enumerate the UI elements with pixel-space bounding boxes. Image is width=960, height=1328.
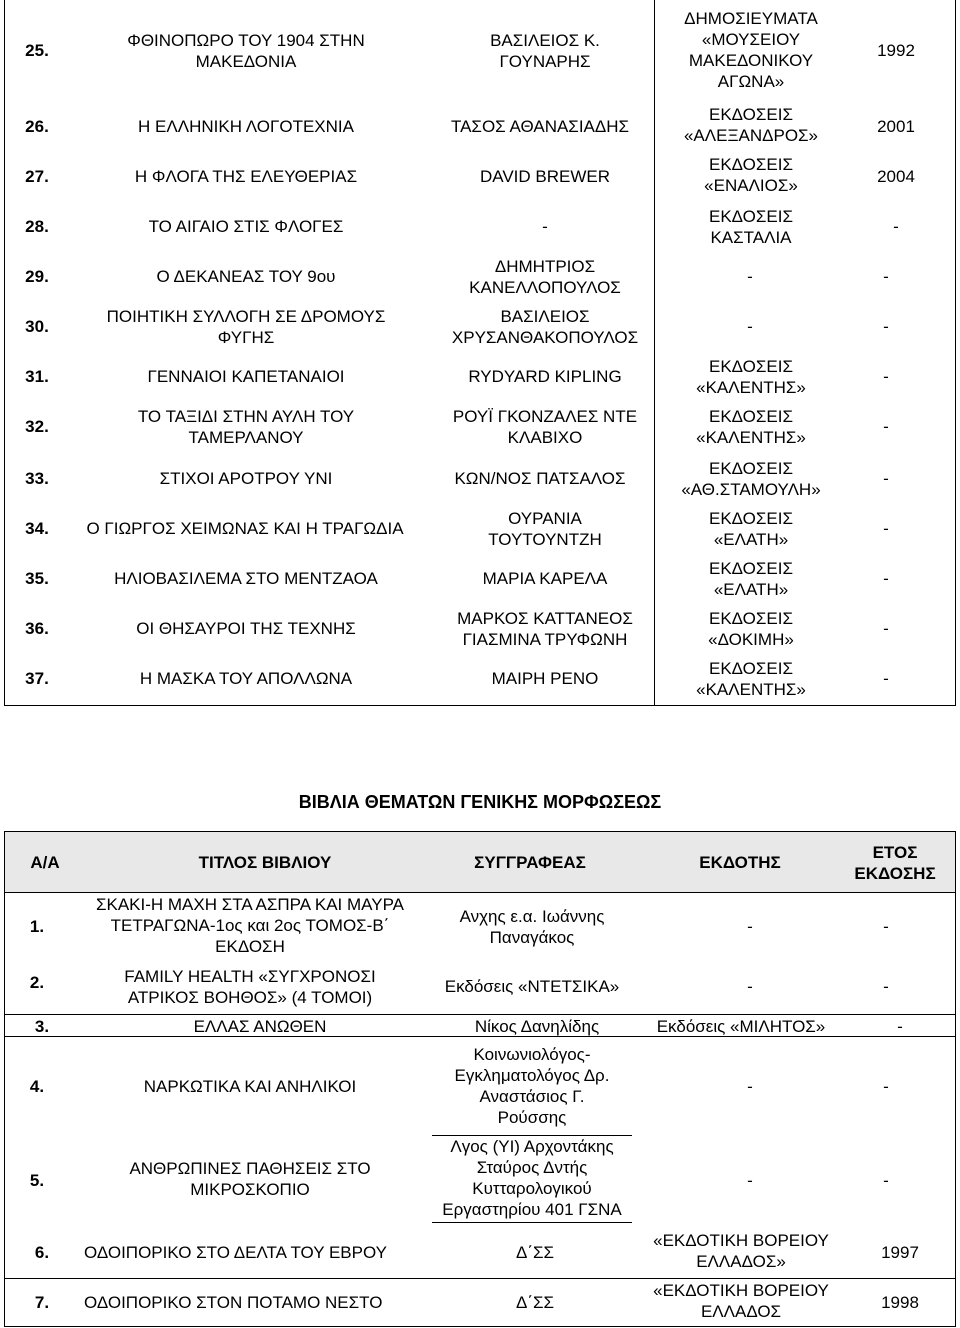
book-year: - [883, 317, 889, 336]
book-title: ΕΛΛΑΣ ΑΝΩΘΕΝ [193, 1017, 327, 1036]
row-number: 26. [25, 117, 49, 136]
book-publisher: Εκδόσεις «ΜΙΛΗΤΟΣ» [656, 1017, 826, 1036]
book-author: ΟΥΡΑΝΙΑ ΤΟΥΤΟΥΝΤΖΗ [488, 509, 602, 549]
book-year: 2004 [877, 167, 915, 186]
book-author: ΔΗΜΗΤΡΙΟΣ ΚΑΝΕΛΛΟΠΟΥΛΟΣ [469, 257, 621, 297]
row-number: 32. [25, 417, 49, 436]
book-year: 2001 [877, 117, 915, 136]
book-publisher: ΕΚΔΟΣΕΙΣ «ΑΘ.ΣΤΑΜΟΥΛΗ» [681, 459, 821, 499]
book-author: ΜΑΡΙΑ ΚΑΡΕΛΑ [482, 569, 608, 588]
book-publisher: ΕΚΔΟΣΕΙΣ «ΚΑΛΕΝΤΗΣ» [696, 659, 806, 699]
book-publisher: ΕΚΔΟΣΕΙΣ «ΔΟΚΙΜΗ» [708, 609, 794, 649]
book-author: ΒΑΣΙΛΕΙΟΣ ΧΡΥΣΑΝΘΑΚΟΠΟΥΛΟΣ [451, 307, 639, 347]
book-year: - [883, 519, 889, 538]
book-title: FAMILY HEALTH «ΣΥΓΧΡΟΝΟΣΙ ΑΤΡΙΚΟΣ ΒΟΗΘΟΣ» (4 ΤΟΜΟΙ) [124, 967, 376, 1007]
book-publisher: ΕΚΔΟΣΕΙΣ «ΑΛΕΞΑΝΔΡΟΣ» [683, 105, 819, 145]
row-number: 6. [34, 1243, 50, 1262]
row-number: 36. [25, 619, 49, 638]
book-title: ΗΛΙΟΒΑΣΙΛΕΜΑ ΣΤΟ ΜΕΝΤΖΑΟΑ [114, 569, 378, 588]
book-year: - [747, 977, 753, 996]
section-title: ΒΙΒΛΙΑ ΘΕΜΑΤΩΝ ΓΕΝΙΚΗΣ ΜΟΡΦΩΣΕΩΣ [298, 792, 662, 812]
row-number: 31. [25, 367, 49, 386]
book-title: ΟΔΟΙΠΟΡΙΚΟ ΣΤΟ ΔΕΛΤΑ ΤΟΥ ΕΒΡΟΥ [84, 1243, 387, 1262]
book-title: ΣΤΙΧΟΙ ΑΡΟΤΡΟΥ ΥΝΙ [159, 469, 333, 488]
book-author: ΜΑΙΡΗ ΡΕΝΟ [491, 669, 599, 688]
header-title: ΤΙΤΛΟΣ ΒΙΒΛΙΟΥ [198, 853, 332, 872]
book-title: ΣΚΑΚΙ-Η ΜΑΧΗ ΣΤΑ ΑΣΠΡΑ ΚΑΙ ΜΑΥΡΑ ΤΕΤΡΑΓΩΝΑ-1ος και 2ος ΤΟΜΟΣ-Β΄ ΕΚΔΟΣΗ [95, 895, 404, 956]
book-publisher: «ΕΚΔΟΤΙΚΗ ΒΟΡΕΙΟΥ ΕΛΛΑΔΟΣ [653, 1281, 829, 1321]
book-author: Κοινωνιολόγος- Εγκληματολόγος Δρ. Αναστάσιος Γ. Ρούσσης [454, 1045, 610, 1127]
header-author: ΣΥΓΓΡΑΦΕΑΣ [474, 853, 586, 872]
book-publisher: ΕΚΔΟΣΕΙΣ «ΕΛΑΤΗ» [709, 559, 793, 599]
book-publisher: - [747, 1077, 753, 1096]
book-author: ΚΩΝ/ΝΟΣ ΠΑΤΣΑΛΟΣ [454, 469, 626, 488]
row-number: 30. [25, 317, 49, 336]
book-publisher: Εκδόσεις «ΝΤΕΤΣΙΚΑ» [444, 977, 620, 996]
book-year: - [883, 1171, 889, 1190]
header-year: ΕΤΟΣ ΕΚΔΟΣΗΣ [854, 843, 936, 883]
row-number: 33. [25, 469, 49, 488]
book-author: ΤΑΣΟΣ ΑΘΑΝΑΣΙΑΔΗΣ [450, 117, 630, 136]
book-author: ΡΟΥΪ ΓΚΟΝΖΑΛΕΣ ΝΤΕ ΚΛΑΒΙΧΟ [452, 407, 638, 447]
book-year: 1998 [881, 1293, 919, 1312]
book-year: - [883, 267, 889, 286]
book-publisher: ΕΚΔΟΣΕΙΣ «ΕΝΑΛΙΟΣ» [704, 155, 798, 195]
book-publisher: - [747, 317, 753, 336]
book-author: RYDYARD KIPLING [468, 367, 622, 386]
book-author: Δ΄ΣΣ [515, 1293, 555, 1312]
row-number: 34. [25, 519, 49, 538]
row-number: 7. [34, 1293, 50, 1312]
book-extra: - [883, 977, 889, 996]
book-title: Η ΕΛΛΗΝΙΚΗ ΛΟΓΟΤΕΧΝΙΑ [138, 117, 354, 136]
row-number: 35. [25, 569, 49, 588]
book-title: ΦΘΙΝΟΠΩΡΟ ΤΟΥ 1904 ΣΤΗΝ ΜΑΚΕΔΟΝΙΑ [127, 31, 365, 71]
book-title: ΠΟΙΗΤΙΚΗ ΣΥΛΛΟΓΗ ΣΕ ΔΡΟΜΟΥΣ ΦΥΓΗΣ [106, 307, 386, 347]
book-author: Δ΄ΣΣ [515, 1243, 555, 1262]
row-number: 29. [25, 267, 49, 286]
book-publisher: - [747, 267, 753, 286]
header-number: Α/Α [30, 853, 60, 872]
book-year: - [883, 367, 889, 386]
book-year: - [883, 417, 889, 436]
book-publisher: «ΕΚΔΟΤΙΚΗ ΒΟΡΕΙΟΥ ΕΛΛΑΔΟΣ» [653, 1231, 829, 1271]
row-number: 28. [25, 217, 49, 236]
book-author: - [542, 217, 548, 236]
book-author: DAVID BREWER [479, 167, 611, 186]
book-publisher: ΕΚΔΟΣΕΙΣ ΚΑΣΤΑΛΙΑ [709, 207, 793, 247]
book-title: Η ΦΛΟΓΑ ΤΗΣ ΕΛΕΥΘΕΡΙΑΣ [134, 167, 358, 186]
book-year: - [893, 217, 899, 236]
book-title: ΟΔΟΙΠΟΡΙΚΟ ΣΤΟΝ ΠΟΤΑΜΟ ΝΕΣΤΟ [84, 1293, 383, 1312]
row-number: 2. [29, 973, 45, 992]
book-title: Ο ΔΕΚΑΝΕΑΣ ΤΟΥ 9ου [156, 267, 336, 286]
book-title: ΓΕΝΝΑΙΟΙ ΚΑΠΕΤΑΝΑΙΟΙ [147, 367, 345, 386]
book-title: Ο ΓΙΩΡΓΟΣ ΧΕΙΜΩΝΑΣ ΚΑΙ Η ΤΡΑΓΩΔΙΑ [86, 519, 404, 538]
row-number: 1. [29, 917, 45, 936]
row-number: 27. [25, 167, 49, 186]
book-year: - [883, 619, 889, 638]
book-year: - [897, 1017, 903, 1036]
book-publisher: - [747, 917, 753, 936]
row-number: 4. [29, 1077, 45, 1096]
book-publisher: ΔΗΜΟΣΙΕΥΜΑΤΑ «ΜΟΥΣΕΙΟΥ ΜΑΚΕΔΟΝΙΚΟΥ ΑΓΩΝΑ» [684, 9, 818, 91]
book-author: Λγος (ΥΙ) Αρχοντάκης Σταύρος Δντής Κυτταρολογικού Εργαστηρίου 401 ΓΣΝΑ [442, 1137, 622, 1219]
row-number: 37. [25, 669, 49, 688]
book-author: ΜΑΡΚΟΣ ΚΑΤΤΑΝΕΟΣ ΓΙΑΣΜΙΝΑ ΤΡΥΦΩΝΗ [457, 609, 633, 649]
book-title: ΝΑΡΚΩΤΙΚΑ ΚΑΙ ΑΝΗΛΙΚΟΙ [143, 1077, 357, 1096]
book-author: Ανχης ε.α. Ιωάννης Παναγάκος [459, 907, 605, 947]
book-year: - [883, 569, 889, 588]
header-publisher: ΕΚΔΟΤΗΣ [699, 853, 781, 872]
book-author: Νίκος Δανηλίδης [474, 1017, 600, 1036]
book-title: ΤΟ ΑΙΓΑΙΟ ΣΤΙΣ ΦΛΟΓΕΣ [148, 217, 344, 236]
book-year: 1997 [881, 1243, 919, 1262]
book-year: - [883, 1077, 889, 1096]
book-title: ΟΙ ΘΗΣΑΥΡΟΙ ΤΗΣ ΤΕΧΝΗΣ [136, 619, 356, 638]
book-year: - [883, 469, 889, 488]
book-year: - [883, 669, 889, 688]
row-number: 25. [25, 41, 49, 60]
book-year: 1992 [877, 41, 915, 60]
book-author: ΒΑΣΙΛΕΙΟΣ Κ. ΓΟΥΝΑΡΗΣ [490, 31, 600, 71]
row-number: 5. [29, 1171, 45, 1190]
row-number: 3. [34, 1017, 50, 1036]
book-publisher: ΕΚΔΟΣΕΙΣ «ΚΑΛΕΝΤΗΣ» [696, 357, 806, 397]
book-publisher: ΕΚΔΟΣΕΙΣ «ΚΑΛΕΝΤΗΣ» [696, 407, 806, 447]
book-title: Η ΜΑΣΚΑ ΤΟΥ ΑΠΟΛΛΩΝΑ [139, 669, 353, 688]
book-title: ΤΟ ΤΑΞΙΔΙ ΣΤΗΝ ΑΥΛΗ ΤΟΥ ΤΑΜΕΡΛΑΝΟΥ [137, 407, 355, 447]
book-publisher: ΕΚΔΟΣΕΙΣ «ΕΛΑΤΗ» [709, 509, 793, 549]
book-publisher: - [747, 1171, 753, 1190]
book-year: - [883, 917, 889, 936]
book-title: ΑΝΘΡΩΠΙΝΕΣ ΠΑΘΗΣΕΙΣ ΣΤΟ ΜΙΚΡΟΣΚΟΠΙΟ [129, 1159, 371, 1199]
